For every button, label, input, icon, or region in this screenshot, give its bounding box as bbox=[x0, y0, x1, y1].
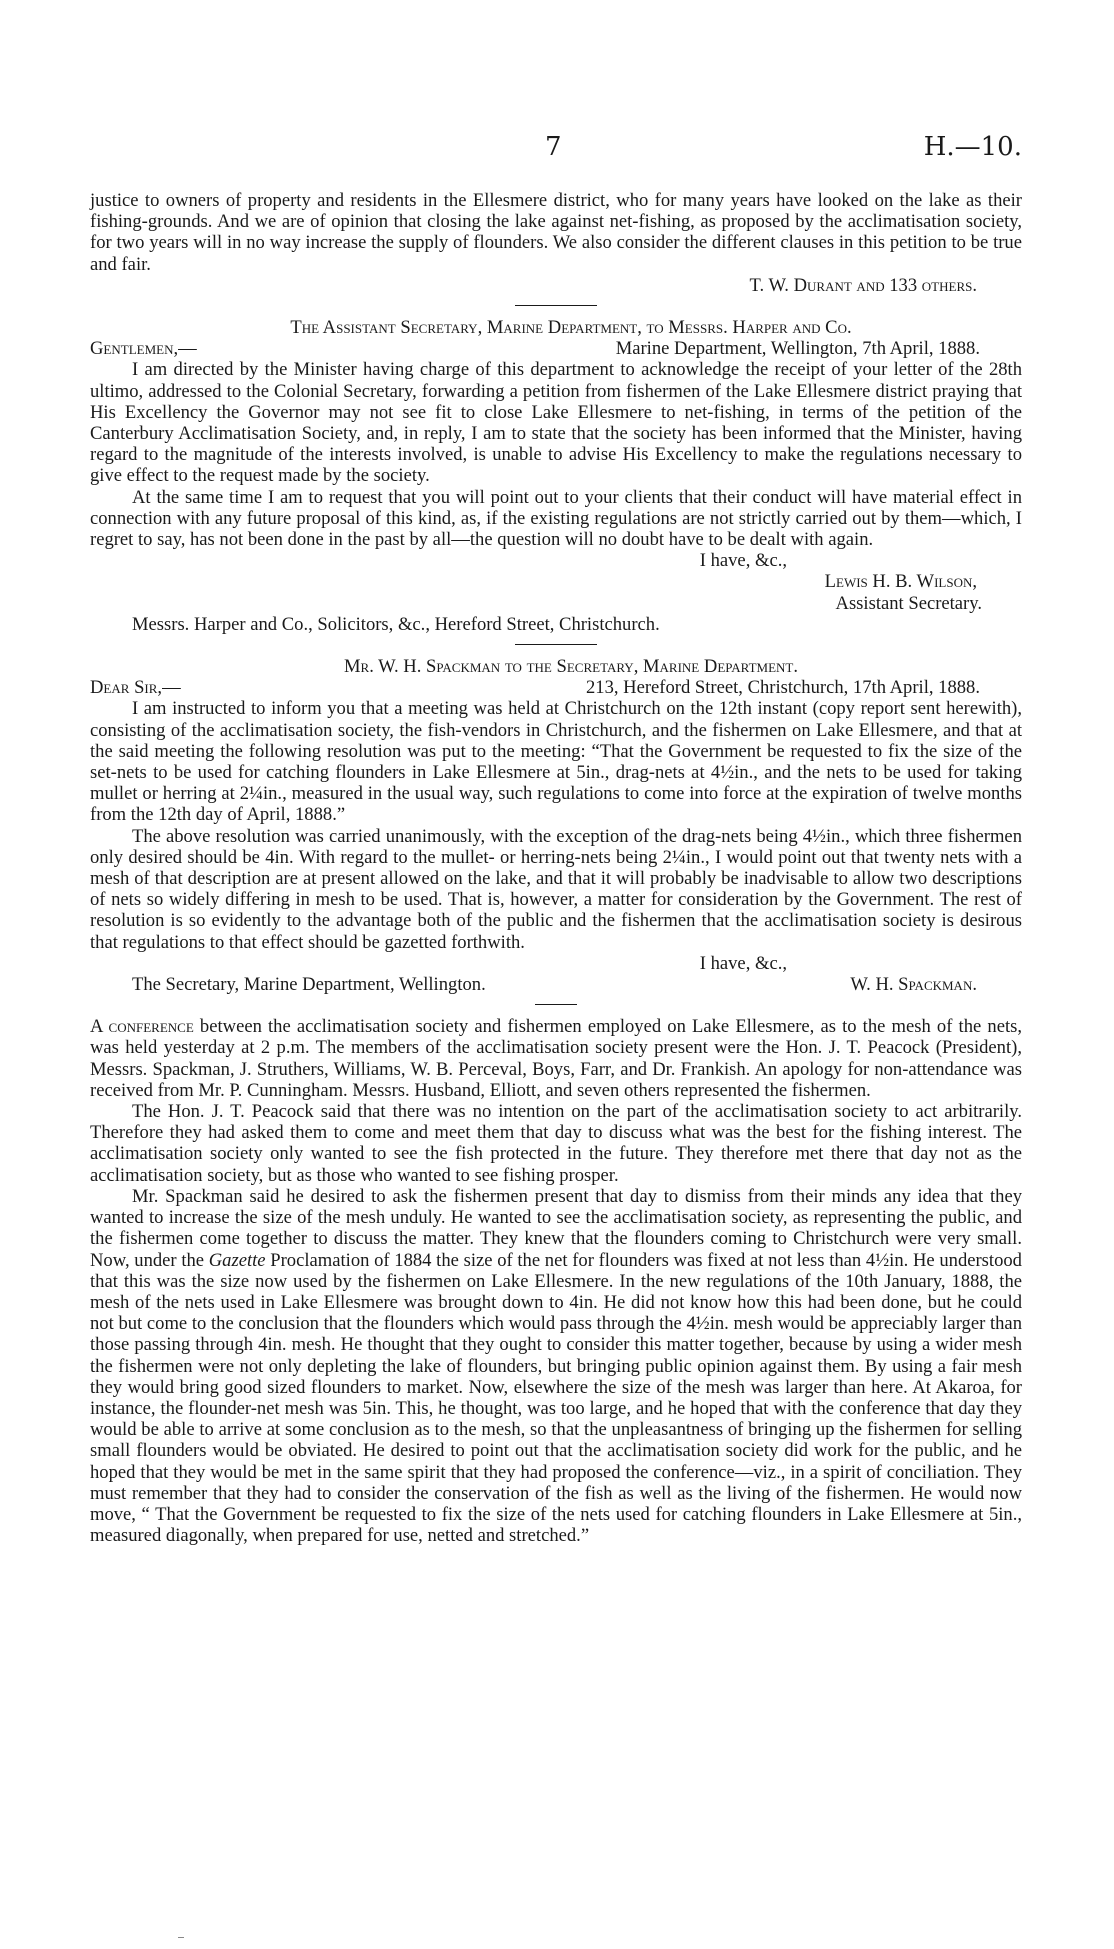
letter1-heading: The Assistant Secretary, Marine Department, to Messrs. Harper and Co. bbox=[290, 317, 852, 339]
letter1-signer: Lewis H. B. Wilson, bbox=[824, 571, 977, 593]
text-column bbox=[90, 190, 1022, 1546]
petition-body: justice to owners of property and residents in the Ellesmere district, who for many years have looked on the lake as their fishing-grounds. And we are of opinion that closing the lake against net-fishing, as proposed by the acclimatisation society, for two years will in no way increase the supply of flounders. We also consider the different clauses in this petition to be true and fair. bbox=[90, 190, 1022, 275]
letter2-addressee: The Secretary, Marine Department, Wellington. bbox=[132, 974, 486, 996]
section-divider bbox=[515, 644, 597, 645]
document-reference: H.—10. bbox=[923, 132, 1022, 162]
letter1-place-date: Marine Department, Wellington, 7th April, 1888. bbox=[615, 338, 980, 360]
letter1-signer-title: Assistant Secretary. bbox=[835, 592, 982, 614]
letter1-greeting-row bbox=[90, 338, 1022, 359]
letter2-closing: I have, &c., bbox=[699, 952, 787, 974]
section-divider bbox=[515, 305, 597, 306]
letter1-closing: I have, &c., bbox=[699, 550, 787, 572]
report-paragraph-1: A conference between the acclimatisation society and fishermen employed on Lake Ellesmere, as to the mesh of the nets, was held yesterday at 2 p.m. The members of the acclimatisation society present were the Hon. J. T. Peacock (President), Messrs. Spackman, J. Struthers, Williams, W. B. Perceval, Boys, Farr, and Dr. Frankish. An apology for non-attendance was received from Mr. P. Cunningham. Messrs. Husband, Elliott, and seven others represented the fishermen. bbox=[90, 1016, 1023, 1101]
report-paragraph-3: Mr. Spackman said he desired to ask the fishermen present that day to dismiss from their minds any idea that they wanted to increase the size of the mesh unduly. He wanted to see the acclimatisation society, as representing the public, and the fishermen come together to discuss the matter. They knew that the flounders coming to Christchurch were very small. Now, under the Gazette Proclamation of 1884 the size of the net for flounders was fixed at not less than 4½in. He understood that this was the size now used by the fishermen on Lake Ellesmere. In the new regulations of the 10th January, 1888, the mesh of the nets used in Lake Ellesmere was brought down to 4in. He did not know how this had been done, but he could not but come to the conclusion that the flounders which would pass through the 4½in. mesh would be appreciably larger than those passing through 4in. mesh. He thought that they ought to consider this matter together, because by using a wider mesh the fishermen were not only depleting the lake of flounders, but bringing public opinion against them. By using a fair mesh they would bring good sized flounders to market. Now, elsewhere the size of the mesh was larger than here. At Akaroa, for instance, the flounder-net mesh was 5in. This, he thought, was too large, and he hoped that with the conference that day they would be able to arrive at some conclusion as to the mesh, so that the unpleasantness of bringing up the fishermen for selling small flounders would be obviated. He desired to point out that the acclimatisation society did work for the public, and he hoped that they would be met in the same spirit that they had proposed the conference—viz., in a spirit of conciliation. They must remember that they had to consider the conservation of the fish as well as the living of the fishermen. He would now move, “ That the Government be requested to fix the size of the nets used for catching flounders in Lake Ellesmere at 5in., measured diagonally, when prepared for use, netted and stretched.” bbox=[90, 1185, 1022, 1547]
section-divider bbox=[535, 1004, 577, 1005]
letter2-paragraph-2: The above resolution was carried unanimously, with the exception of the drag-nets being 4½in., which three fishermen only desired should be 4in. With regard to the mullet- or herring-nets being 2¼in., I would point out that twenty nets with a mesh of that description are at present allowed on the lake, and that it will probably be inadvisable to allow two descriptions of nets so widely differing in mesh to be used. That is, however, a matter for consideration by the Government. The rest of resolution is so evidently to the advantage both of the public and the fishermen that the acclimatisation society is desirous that regulations to that effect should be gazetted forthwith. bbox=[90, 825, 1022, 953]
letter2-address-row bbox=[90, 974, 1022, 995]
letter1-paragraph-1: I am directed by the Minister having charge of this department to acknowledge the receipt of your letter of the 28th ultimo, addressed to the Colonial Secretary, forwarding a petition from fishermen of the Lake Ellesmere district praying that His Excellency the Governor may not see fit to close Lake Ellesmere to net-fishing, in terms of the petition of the Canterbury Acclimatisation Society, and, in reply, I am to state that the society has been informed that the Minister, having regard to the magnitude of the interests involved, is unable to advise His Excellency to make the regulations necessary to give effect to the request made by the society. bbox=[90, 359, 1022, 487]
letter2-greeting-row bbox=[90, 677, 1022, 698]
letter2-paragraph-1: I am instructed to inform you that a meeting was held at Christchurch on the 12th instant (copy report sent herewith), consisting of the acclimatisation society, the fish-vendors in Christchurch, and the fishermen on Lake Ellesmere, and that at the said meeting the following resolution was put to the meeting: “That the Government be requested to fix the size of the set-nets to be used for catching flounders in Lake Ellesmere at 5in., drag-nets at 4½in., and the nets to be used for taking mullet or herring at 2¼in., measured in the usual way, such regulations to come into force at the expiration of twelve months from the 12th day of April, 1888.” bbox=[90, 698, 1022, 826]
stray-mark bbox=[178, 1937, 184, 1938]
letter2-salutation: Dear Sir,— bbox=[90, 677, 181, 699]
petition-signature: T. W. Durant and 133 others. bbox=[749, 274, 977, 296]
letter2-place-date: 213, Hereford Street, Christchurch, 17th April, 1888. bbox=[585, 677, 980, 699]
page-number: 7 bbox=[545, 132, 562, 162]
letter1-addressee: Messrs. Harper and Co., Solicitors, &c., Hereford Street, Christchurch. bbox=[132, 613, 660, 635]
letter1-paragraph-2: At the same time I am to request that you will point out to your clients that their conduct will have material effect in connection with any future proposal of this kind, as, if the existing regulations are not strictly carried out by them—which, I regret to say, has not been done in the past by all—the question will no doubt have to be dealt with again. bbox=[90, 486, 1022, 551]
report-paragraph-2: The Hon. J. T. Peacock said that there was no intention on the part of the acclimatisation society to act arbitrarily. Therefore they had asked them to come and meet them that day to discuss what was the best for the fishing interest. The acclimatisation society only wanted to see the fish protected in the future. They therefore met there that day not as the acclimatisation society, but as those who wanted to see fishing prosper. bbox=[90, 1101, 1022, 1186]
letter2-signer: W. H. Spackman. bbox=[850, 974, 977, 996]
letter2-heading: Mr. W. H. Spackman to the Secretary, Marine Department. bbox=[344, 656, 798, 678]
letter1-salutation: Gentlemen,— bbox=[90, 338, 197, 360]
